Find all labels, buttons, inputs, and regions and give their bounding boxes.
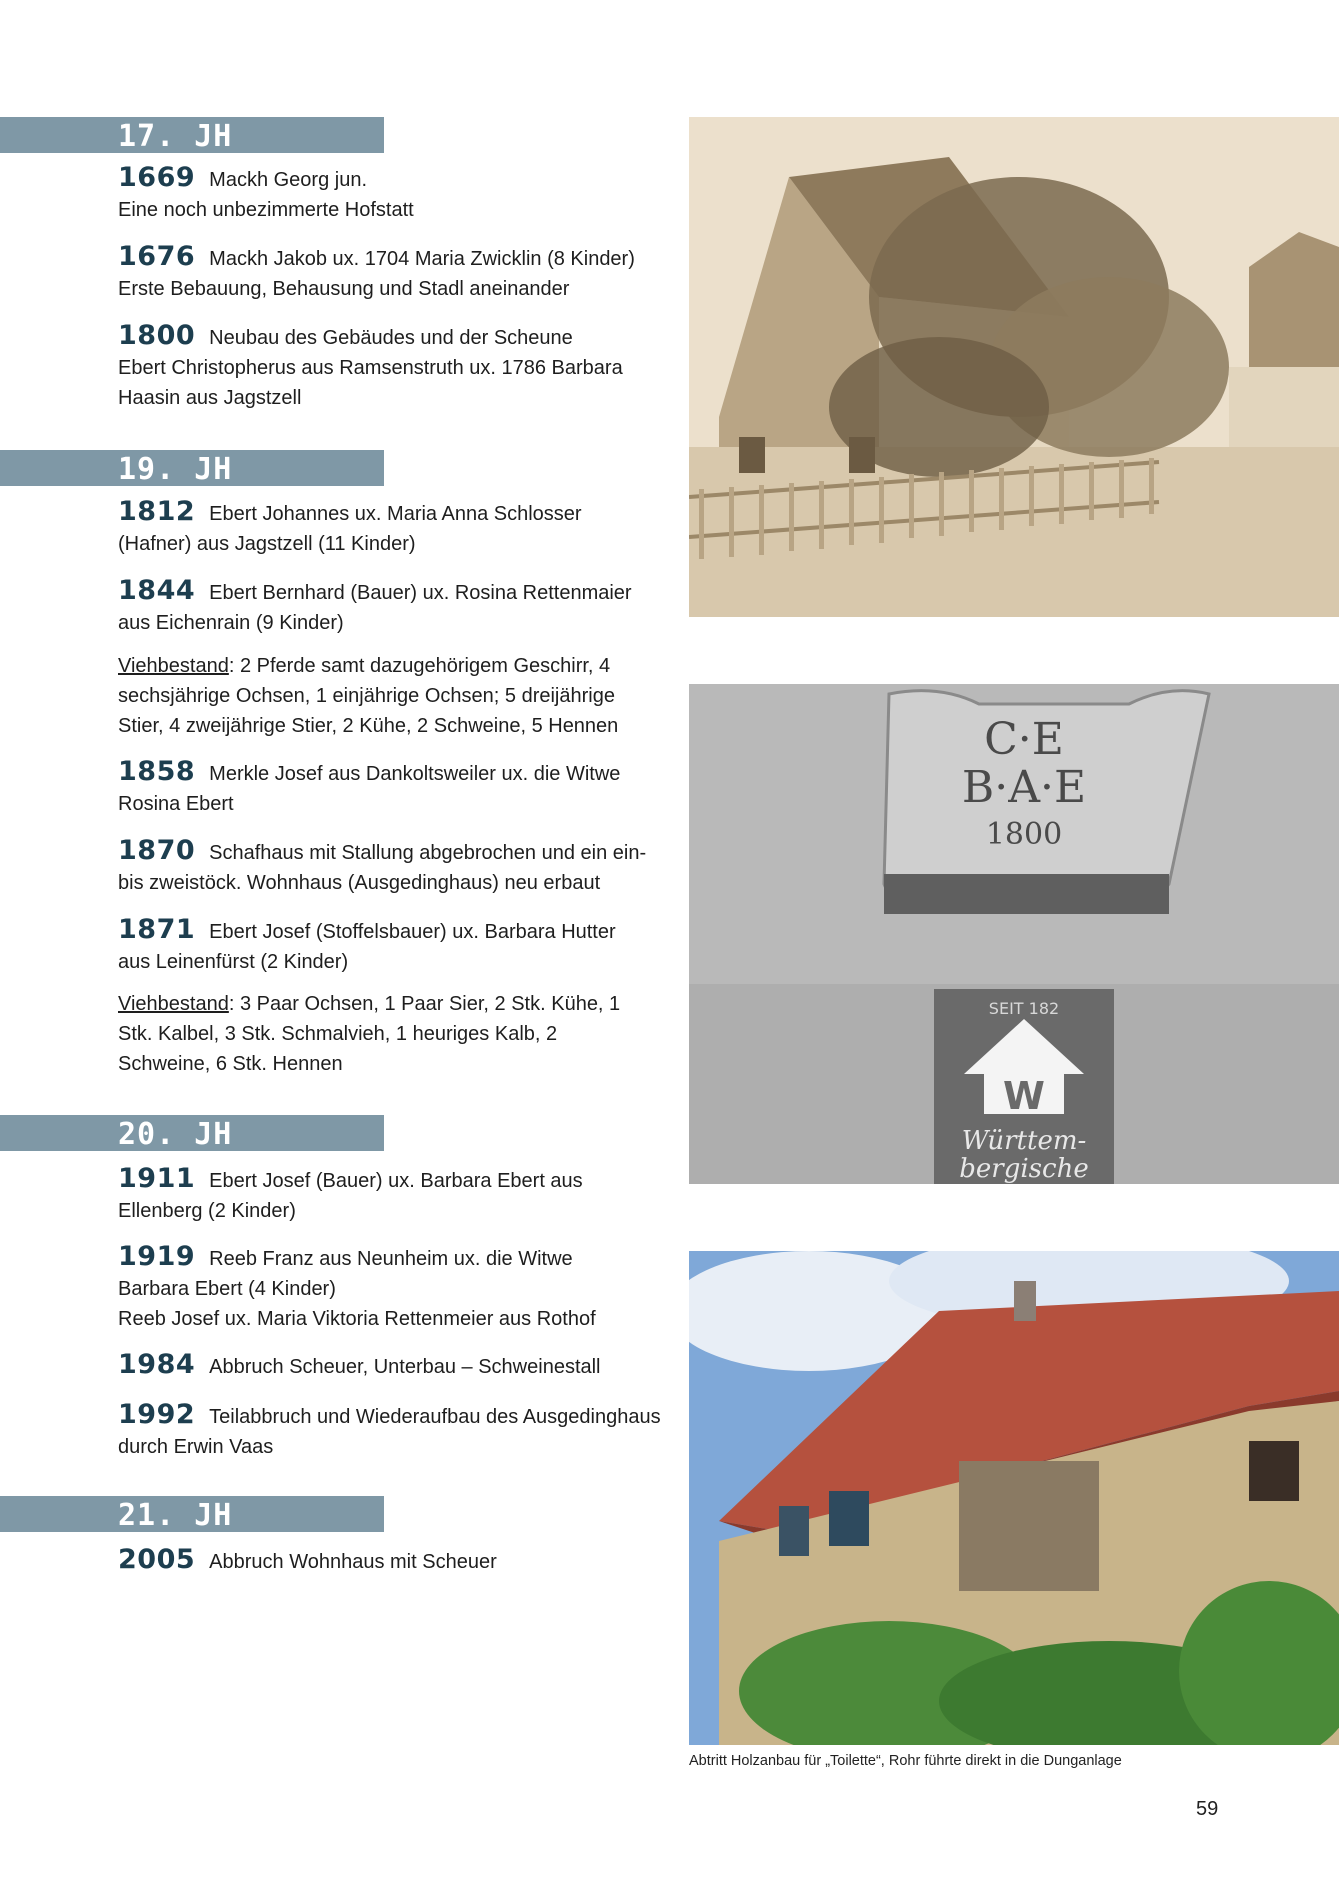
century-label: 21. JH xyxy=(118,1498,233,1533)
entry-1800 xyxy=(118,321,643,413)
entry-text: Mackh Georg jun. xyxy=(209,169,368,191)
entry-year: 1676 xyxy=(118,241,196,272)
entry-text: Ebert Johannes ux. Maria Anna Schlosser (Hafner) aus Jagstzell (11 Kinder) xyxy=(118,503,582,555)
century-heading-21 xyxy=(0,1496,384,1532)
inscription-mid: B·A·E xyxy=(961,762,1087,813)
entry-year: 1992 xyxy=(118,1399,196,1430)
entry-year: 1911 xyxy=(118,1163,196,1194)
inscription-top: C·E xyxy=(984,714,1064,765)
inscription-year: 1800 xyxy=(985,817,1063,852)
entry-text-line2: Ebert Christopherus aus Ramsenstruth ux. 1786 Barbara Haasin aus Jagstzell xyxy=(118,357,623,409)
entry-text: Ebert Josef (Bauer) ux. Barbara Ebert aus Ellenberg (2 Kinder) xyxy=(118,1170,583,1222)
entry-text: Mackh Jakob ux. 1704 Maria Zwicklin (8 Kinder) xyxy=(209,248,635,270)
photo-farmhouse-sepia-image xyxy=(689,117,1339,617)
entry-year: 1870 xyxy=(118,835,196,866)
entry-year: 1858 xyxy=(118,756,196,787)
entry-year: 1919 xyxy=(118,1241,196,1272)
entry-1669 xyxy=(118,163,663,225)
entry-1858 xyxy=(118,757,658,819)
century-label: 19. JH xyxy=(118,452,233,487)
entry-1844 xyxy=(118,576,663,638)
svg-text:W: W xyxy=(1003,1074,1045,1118)
photo-barn-color-image xyxy=(689,1251,1339,1745)
entry-year: 1871 xyxy=(118,914,196,945)
entry-text: Merkle Josef aus Dankoltsweiler ux. die Witwe Rosina Ebert xyxy=(118,763,621,815)
century-label: 17. JH xyxy=(118,119,233,154)
entry-text-line2: Eine noch unbezimmerte Hofstatt xyxy=(118,199,414,221)
entry-text: : 3 Paar Ochsen, 1 Paar Sier, 2 Stk. Kühe, 1 Stk. Kalbel, 3 Stk. Schmalvieh, 1 heuriges Kalb, 2 Schweine, 6 Stk. Hennen xyxy=(118,993,621,1075)
photo-inscription xyxy=(689,684,1339,1184)
entry-text: Ebert Bernhard (Bauer) ux. Rosina Rettenmaier aus Eichenrain (9 Kinder) xyxy=(118,582,632,634)
entry-text: Reeb Franz aus Neunheim ux. die Witwe Barbara Ebert (4 Kinder) xyxy=(118,1248,573,1300)
photo-inscription-image xyxy=(689,684,1339,1184)
century-heading-17 xyxy=(0,117,384,153)
entry-text: Schafhaus mit Stallung abgebrochen und ein ein- bis zweistöck. Wohnhaus (Ausgedinghaus) neu erbaut xyxy=(118,842,647,894)
sign-top-text: SEIT 182 xyxy=(988,999,1060,1018)
photo-barn-color xyxy=(689,1251,1339,1745)
sign-text-2: bergische xyxy=(959,1154,1089,1184)
entry-1919 xyxy=(118,1242,633,1334)
entry-text: Teilabbruch und Wiederaufbau des Ausgedinghaus durch Erwin Vaas xyxy=(118,1406,661,1458)
entry-year: 1844 xyxy=(118,575,196,606)
entry-text: Neubau des Gebäudes und der Scheune xyxy=(209,327,573,349)
sign-text-1: Württem- xyxy=(961,1126,1087,1156)
entry-year: 1800 xyxy=(118,320,196,351)
entry-1812 xyxy=(118,497,623,559)
entry-1984 xyxy=(118,1350,663,1382)
viehbestand-label: Viehbestand xyxy=(118,993,229,1015)
entry-1992 xyxy=(118,1400,663,1462)
entry-2005 xyxy=(118,1545,663,1577)
entry-year: 2005 xyxy=(118,1544,196,1575)
century-heading-19 xyxy=(0,450,384,486)
century-heading-20 xyxy=(0,1115,384,1151)
century-label: 20. JH xyxy=(118,1117,233,1152)
entry-text: Ebert Josef (Stoffelsbauer) ux. Barbara Hutter aus Leinenfürst (2 Kinder) xyxy=(118,921,616,973)
entry-text-line2: Reeb Josef ux. Maria Viktoria Rettenmeier aus Rothof xyxy=(118,1308,596,1330)
entry-1676 xyxy=(118,242,663,304)
photo-caption: Abtritt Holzanbau für „Toilette“, Rohr führte direkt in die Dunganlage xyxy=(689,1753,1122,1769)
entry-1871 xyxy=(118,915,638,977)
entry-text: : 2 Pferde samt dazugehörigem Geschirr, 4 sechsjährige Ochsen, 1 einjährige Ochsen; 5 dreijährige Stier, 4 zweijährige Stier, 2 Kühe, 2 Schweine, 5 Hennen xyxy=(118,655,619,737)
entry-year: 1984 xyxy=(118,1349,196,1380)
entry-year: 1812 xyxy=(118,496,196,527)
entry-1870 xyxy=(118,836,663,898)
photo-farmhouse-sepia xyxy=(689,117,1339,617)
page-number: 59 xyxy=(1196,1798,1219,1820)
entry-text-line2: Erste Bebauung, Behausung und Stadl aneinander xyxy=(118,278,570,300)
viehbestand-label: Viehbestand xyxy=(118,655,229,677)
entry-1911 xyxy=(118,1164,623,1226)
entry-text: Abbruch Wohnhaus mit Scheuer xyxy=(209,1551,497,1573)
entry-text: Abbruch Scheuer, Unterbau – Schweinestall xyxy=(209,1356,601,1378)
entry-year: 1669 xyxy=(118,162,196,193)
entry-viehbestand-1844 xyxy=(118,651,638,741)
entry-viehbestand-1871 xyxy=(118,989,623,1079)
